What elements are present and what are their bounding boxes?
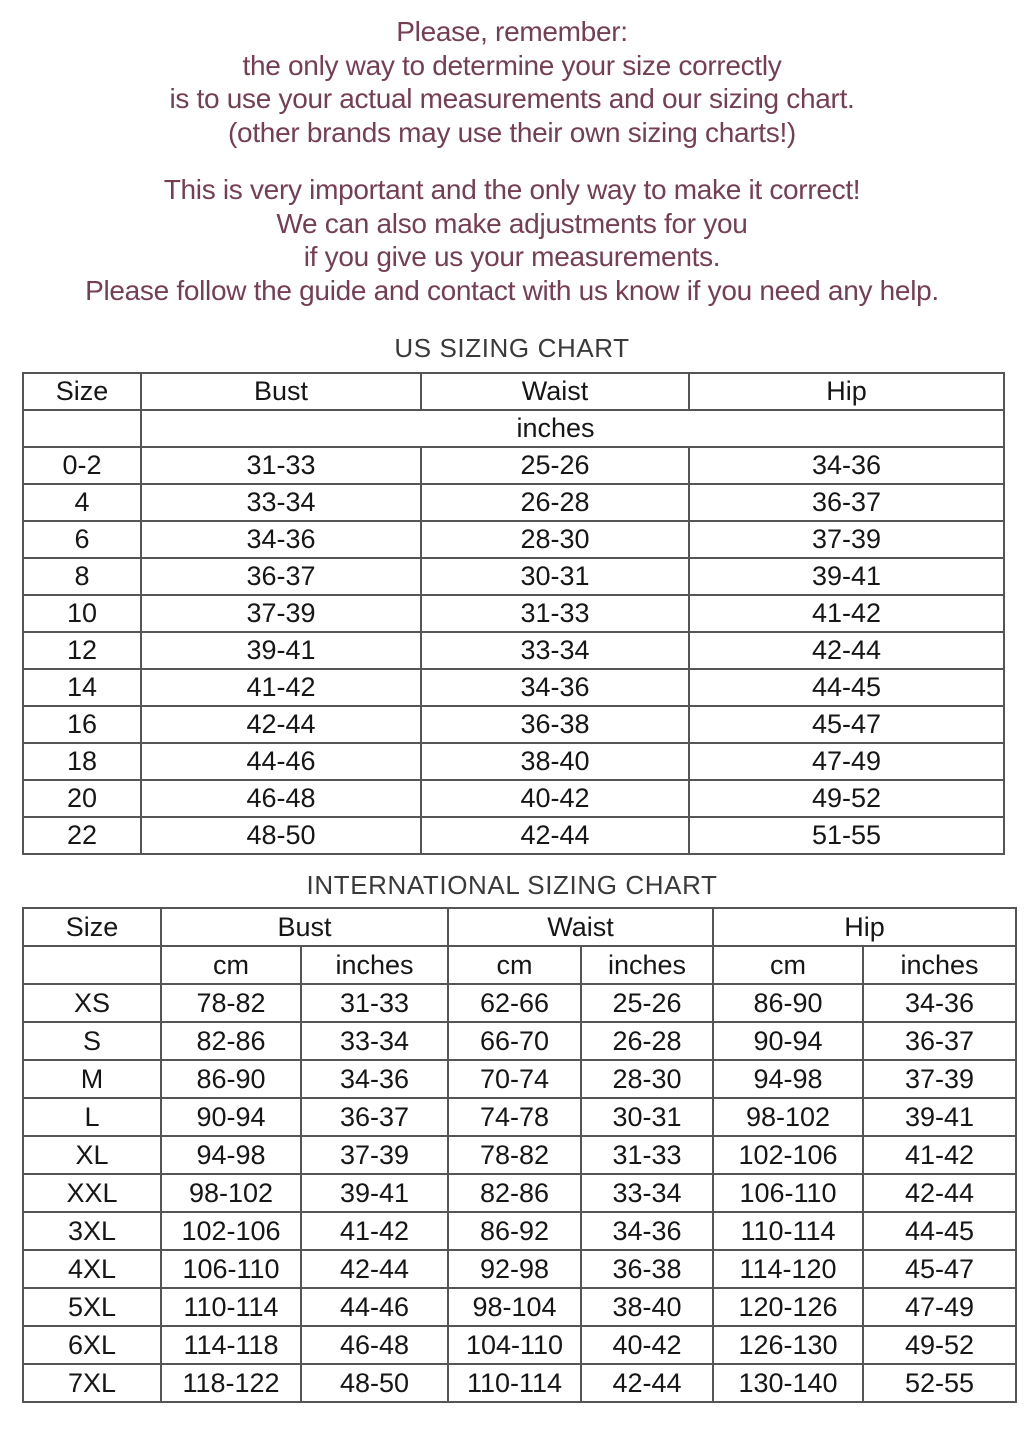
size-cell: L bbox=[23, 1098, 161, 1136]
table-cell: 90-94 bbox=[713, 1022, 863, 1060]
table-cell: 47-49 bbox=[689, 743, 1004, 780]
table-cell: 37-39 bbox=[689, 521, 1004, 558]
international-chart-title: INTERNATIONAL SIZING CHART bbox=[306, 870, 718, 900]
column-header-bust: Bust bbox=[161, 908, 448, 946]
size-cell: S bbox=[23, 1022, 161, 1060]
table-cell: 38-40 bbox=[581, 1288, 713, 1326]
table-cell: 30-31 bbox=[581, 1098, 713, 1136]
intro-line: the only way to determine your size correctly bbox=[242, 49, 782, 81]
table-cell: 28-30 bbox=[581, 1060, 713, 1098]
table-cell: 114-118 bbox=[161, 1326, 301, 1364]
table-row bbox=[23, 558, 1004, 595]
table-cell: 39-41 bbox=[141, 632, 421, 669]
size-cell: 22 bbox=[23, 817, 141, 854]
table-cell: 38-40 bbox=[421, 743, 689, 780]
unit-label-inches: inches bbox=[516, 413, 595, 443]
table-cell: 92-98 bbox=[448, 1250, 581, 1288]
table-cell: 36-38 bbox=[581, 1250, 713, 1288]
table-row bbox=[23, 1326, 1016, 1364]
size-cell: 20 bbox=[23, 780, 141, 817]
table-row bbox=[23, 484, 1004, 521]
table-cell: 31-33 bbox=[301, 984, 448, 1022]
table-cell: 39-41 bbox=[689, 558, 1004, 595]
table-cell: 34-36 bbox=[863, 984, 1016, 1022]
table-cell: 82-86 bbox=[161, 1022, 301, 1060]
size-cell: XXL bbox=[23, 1174, 161, 1212]
table-cell: 44-46 bbox=[301, 1288, 448, 1326]
size-cell: 6 bbox=[23, 521, 141, 558]
size-cell: 18 bbox=[23, 743, 141, 780]
table-cell: 40-42 bbox=[581, 1326, 713, 1364]
table-cell: 66-70 bbox=[448, 1022, 581, 1060]
table-cell: 82-86 bbox=[448, 1174, 581, 1212]
table-cell: 28-30 bbox=[421, 521, 689, 558]
table-cell: 46-48 bbox=[301, 1326, 448, 1364]
us-header-row bbox=[23, 373, 1004, 410]
column-header-hip: Hip bbox=[689, 373, 1004, 410]
unit-label-waist-inches: inches bbox=[581, 946, 713, 984]
international-sizing-table bbox=[22, 907, 1017, 1403]
table-cell: 49-52 bbox=[863, 1326, 1016, 1364]
column-header-waist: Waist bbox=[421, 373, 689, 410]
intro-line: This is very important and the only way to make it correct! bbox=[163, 174, 861, 205]
size-cell: 6XL bbox=[23, 1326, 161, 1364]
column-header-hip: Hip bbox=[713, 908, 1016, 946]
table-cell: 39-41 bbox=[301, 1174, 448, 1212]
table-cell: 44-45 bbox=[689, 669, 1004, 706]
table-cell: 94-98 bbox=[161, 1136, 301, 1174]
table-row bbox=[23, 521, 1004, 558]
table-cell: 70-74 bbox=[448, 1060, 581, 1098]
table-cell: 44-46 bbox=[141, 743, 421, 780]
table-cell: 42-44 bbox=[141, 706, 421, 743]
table-cell: 120-126 bbox=[713, 1288, 863, 1326]
table-cell: 33-34 bbox=[301, 1022, 448, 1060]
column-header-size: Size bbox=[23, 908, 161, 946]
intl-table-body bbox=[23, 984, 1016, 1402]
empty-cell bbox=[23, 410, 141, 447]
table-cell: 42-44 bbox=[581, 1364, 713, 1402]
table-cell: 37-39 bbox=[141, 595, 421, 632]
column-header-waist: Waist bbox=[448, 908, 713, 946]
table-cell: 42-44 bbox=[689, 632, 1004, 669]
table-cell: 34-36 bbox=[141, 521, 421, 558]
size-cell: 3XL bbox=[23, 1212, 161, 1250]
table-cell: 104-110 bbox=[448, 1326, 581, 1364]
table-cell: 52-55 bbox=[863, 1364, 1016, 1402]
us-chart-title: US SIZING CHART bbox=[394, 333, 630, 363]
size-cell: 4 bbox=[23, 484, 141, 521]
table-cell: 34-36 bbox=[689, 447, 1004, 484]
table-cell: 25-26 bbox=[421, 447, 689, 484]
intro-text bbox=[0, 0, 1024, 307]
table-cell: 31-33 bbox=[581, 1136, 713, 1174]
table-row bbox=[23, 1288, 1016, 1326]
size-cell: 4XL bbox=[23, 1250, 161, 1288]
size-cell: 8 bbox=[23, 558, 141, 595]
table-cell: 36-37 bbox=[863, 1022, 1016, 1060]
table-cell: 25-26 bbox=[581, 984, 713, 1022]
table-cell: 41-42 bbox=[141, 669, 421, 706]
table-row bbox=[23, 1250, 1016, 1288]
table-cell: 78-82 bbox=[161, 984, 301, 1022]
table-cell: 118-122 bbox=[161, 1364, 301, 1402]
size-cell: XL bbox=[23, 1136, 161, 1174]
table-cell: 51-55 bbox=[689, 817, 1004, 854]
size-cell: 5XL bbox=[23, 1288, 161, 1326]
table-cell: 34-36 bbox=[421, 669, 689, 706]
table-cell: 78-82 bbox=[448, 1136, 581, 1174]
intro-line: We can also make adjustments for you bbox=[276, 207, 748, 239]
table-cell: 42-44 bbox=[301, 1250, 448, 1288]
table-cell: 90-94 bbox=[161, 1098, 301, 1136]
size-cell: 7XL bbox=[23, 1364, 161, 1402]
size-cell: 12 bbox=[23, 632, 141, 669]
table-cell: 48-50 bbox=[141, 817, 421, 854]
table-cell: 86-90 bbox=[713, 984, 863, 1022]
size-cell: 14 bbox=[23, 669, 141, 706]
table-row bbox=[23, 595, 1004, 632]
table-row bbox=[23, 1098, 1016, 1136]
intro-line: Please, remember: bbox=[396, 16, 628, 47]
us-unit-row bbox=[23, 410, 1004, 447]
unit-label-bust-inches: inches bbox=[301, 946, 448, 984]
table-cell: 94-98 bbox=[713, 1060, 863, 1098]
table-cell: 48-50 bbox=[301, 1364, 448, 1402]
table-cell: 33-34 bbox=[581, 1174, 713, 1212]
table-cell: 31-33 bbox=[141, 447, 421, 484]
table-cell: 98-102 bbox=[713, 1098, 863, 1136]
unit-label-waist-cm: cm bbox=[448, 946, 581, 984]
table-cell: 31-33 bbox=[421, 595, 689, 632]
table-row bbox=[23, 1022, 1016, 1060]
table-row bbox=[23, 1212, 1016, 1250]
unit-label-bust-cm: cm bbox=[161, 946, 301, 984]
table-cell: 36-37 bbox=[689, 484, 1004, 521]
us-table-body bbox=[23, 447, 1004, 854]
table-row bbox=[23, 984, 1016, 1022]
table-cell: 106-110 bbox=[161, 1250, 301, 1288]
table-row bbox=[23, 743, 1004, 780]
table-row bbox=[23, 1364, 1016, 1402]
table-cell: 106-110 bbox=[713, 1174, 863, 1212]
unit-label-hip-cm: cm bbox=[713, 946, 863, 984]
table-cell: 45-47 bbox=[689, 706, 1004, 743]
table-cell: 34-36 bbox=[581, 1212, 713, 1250]
table-row bbox=[23, 669, 1004, 706]
table-cell: 114-120 bbox=[713, 1250, 863, 1288]
table-cell: 110-114 bbox=[448, 1364, 581, 1402]
table-cell: 26-28 bbox=[581, 1022, 713, 1060]
table-row bbox=[23, 1060, 1016, 1098]
table-cell: 34-36 bbox=[301, 1060, 448, 1098]
table-cell: 36-37 bbox=[141, 558, 421, 595]
column-header-size: Size bbox=[23, 373, 141, 410]
table-cell: 42-44 bbox=[421, 817, 689, 854]
intro-line: is to use your actual measurements and our sizing chart. bbox=[169, 83, 855, 114]
table-cell: 86-92 bbox=[448, 1212, 581, 1250]
intro-blank-line bbox=[0, 149, 1024, 173]
table-cell: 102-106 bbox=[713, 1136, 863, 1174]
table-cell: 45-47 bbox=[863, 1250, 1016, 1288]
table-cell: 33-34 bbox=[141, 484, 421, 521]
table-cell: 44-45 bbox=[863, 1212, 1016, 1250]
table-cell: 37-39 bbox=[863, 1060, 1016, 1098]
table-row bbox=[23, 817, 1004, 854]
size-cell: 16 bbox=[23, 706, 141, 743]
table-cell: 110-114 bbox=[161, 1288, 301, 1326]
unit-label-hip-inches: inches bbox=[863, 946, 1016, 984]
table-cell: 40-42 bbox=[421, 780, 689, 817]
column-header-bust: Bust bbox=[141, 373, 421, 410]
size-cell: XS bbox=[23, 984, 161, 1022]
size-cell: M bbox=[23, 1060, 161, 1098]
table-cell: 36-37 bbox=[301, 1098, 448, 1136]
table-cell: 49-52 bbox=[689, 780, 1004, 817]
table-cell: 30-31 bbox=[421, 558, 689, 595]
table-cell: 37-39 bbox=[301, 1136, 448, 1174]
intl-unit-row bbox=[23, 946, 1016, 984]
size-cell: 10 bbox=[23, 595, 141, 632]
table-cell: 47-49 bbox=[863, 1288, 1016, 1326]
size-cell: 0-2 bbox=[23, 447, 141, 484]
us-sizing-table bbox=[22, 372, 1005, 855]
table-row bbox=[23, 1136, 1016, 1174]
table-cell: 39-41 bbox=[863, 1098, 1016, 1136]
intl-header-row bbox=[23, 908, 1016, 946]
intro-line: if you give us your measurements. bbox=[303, 241, 721, 272]
table-cell: 98-102 bbox=[161, 1174, 301, 1212]
table-cell: 42-44 bbox=[863, 1174, 1016, 1212]
table-cell: 26-28 bbox=[421, 484, 689, 521]
intro-line: Please follow the guide and contact with us know if you need any help. bbox=[85, 274, 939, 306]
intro-block-1 bbox=[0, 15, 1024, 149]
table-cell: 41-42 bbox=[863, 1136, 1016, 1174]
table-row bbox=[23, 632, 1004, 669]
table-cell: 41-42 bbox=[689, 595, 1004, 632]
table-cell: 33-34 bbox=[421, 632, 689, 669]
table-row bbox=[23, 447, 1004, 484]
table-cell: 41-42 bbox=[301, 1212, 448, 1250]
table-cell: 46-48 bbox=[141, 780, 421, 817]
intro-block-2 bbox=[0, 173, 1024, 307]
table-row bbox=[23, 780, 1004, 817]
empty-cell bbox=[23, 946, 161, 984]
table-cell: 102-106 bbox=[161, 1212, 301, 1250]
table-cell: 130-140 bbox=[713, 1364, 863, 1402]
intro-line: (other brands may use their own sizing charts!) bbox=[228, 116, 796, 148]
table-cell: 126-130 bbox=[713, 1326, 863, 1364]
table-row bbox=[23, 1174, 1016, 1212]
table-cell: 86-90 bbox=[161, 1060, 301, 1098]
table-cell: 36-38 bbox=[421, 706, 689, 743]
table-cell: 62-66 bbox=[448, 984, 581, 1022]
unit-cell bbox=[141, 410, 1004, 447]
table-cell: 98-104 bbox=[448, 1288, 581, 1326]
table-row bbox=[23, 706, 1004, 743]
table-cell: 110-114 bbox=[713, 1212, 863, 1250]
table-cell: 74-78 bbox=[448, 1098, 581, 1136]
